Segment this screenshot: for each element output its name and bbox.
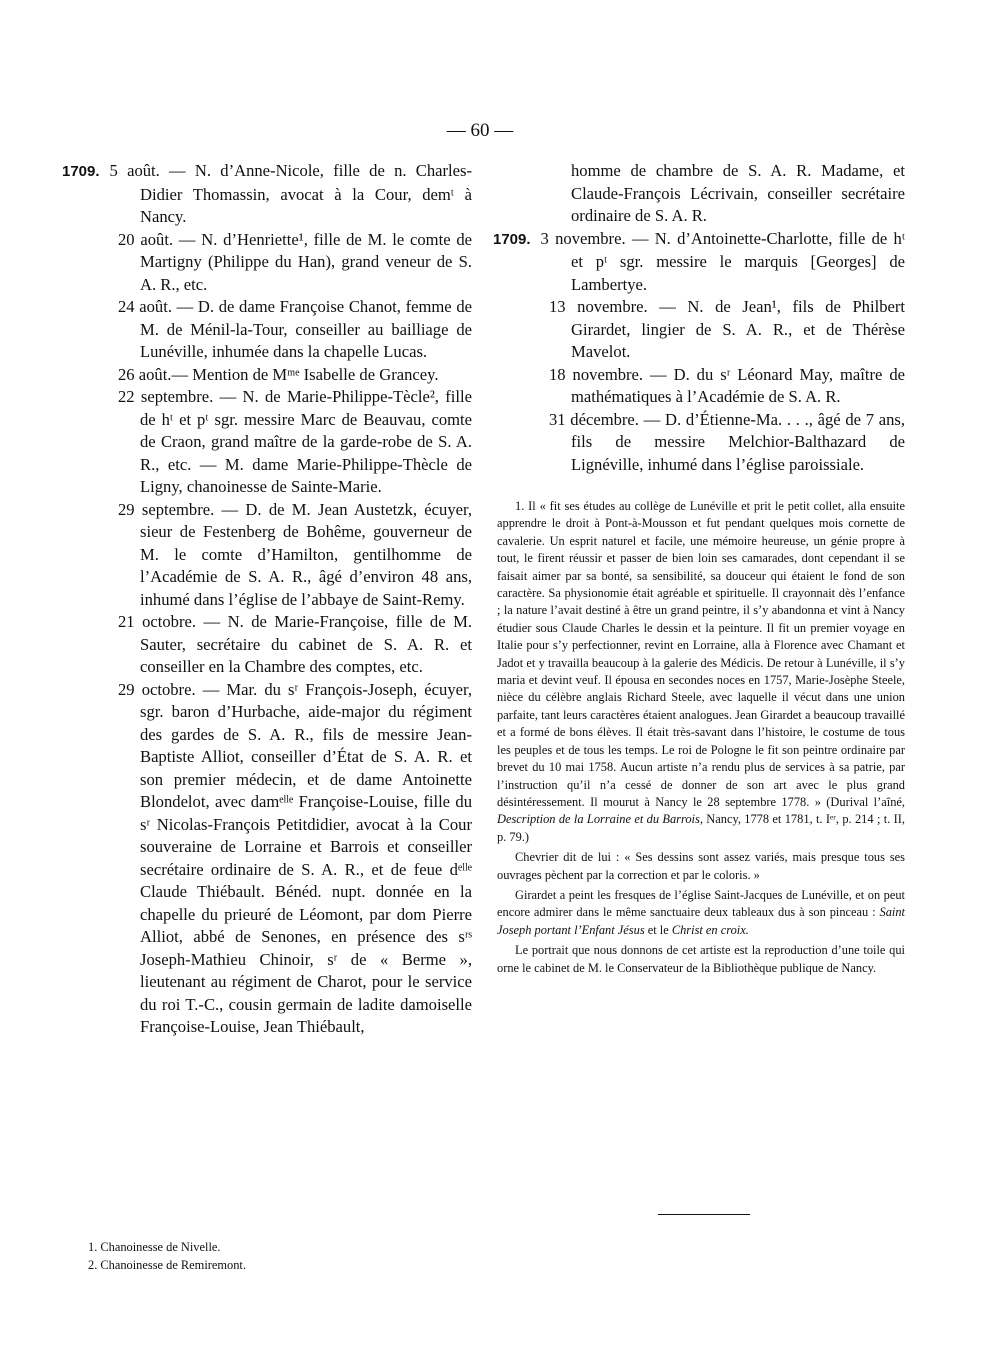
entry-text: 5 août. — N. d’Anne-Nicole, fille de n. Charles-Didier Thomassin, avocat à la Cour, demᵗ à Nancy.: [109, 161, 472, 226]
entry-year: 1709.: [62, 163, 100, 180]
biographical-note: [493, 498, 905, 977]
register-entry: 24 août. — D. de dame Françoise Chanot, femme de M. de Ménil-la-Tour, conseiller au bailliage de Lunéville, inhumée dans la chapelle Lucas.: [118, 297, 472, 361]
register-entry: 13 novembre. — N. de Jean¹, fils de Philbert Girardet, lingier de S. A. R., et de Thérèse Mavelot.: [549, 297, 905, 361]
footnotes: [88, 1238, 488, 1274]
register-entry: 31 décembre. — D. d’Étienne-Ma. . . ., âgé de 7 ans, fils de messire Melchior-Balthazard de Lignéville, inhumé dans l’église paroissiale.: [549, 409, 905, 474]
note-text: et le: [647, 922, 669, 937]
register-entry: 18 novembre. — D. du sʳ Léonard May, maître de mathématiques à l’Académie de S. A. R.: [549, 364, 905, 406]
note-paragraph: Chevrier dit de lui : « Ses dessins sont assez variés, mais presque tous ses ouvrages pèchent par la correction et par le coloris. »: [497, 850, 905, 882]
footnote: 1. Chanoinesse de Nivelle.: [88, 1240, 221, 1254]
footnote: 2. Chanoinesse de Remiremont.: [88, 1258, 246, 1272]
right-column: [493, 160, 905, 980]
register-entry: [493, 228, 905, 297]
section-divider: [658, 1214, 750, 1215]
note-text: 1. Il « fit ses études au collège de Lunéville et prit le petit collet, alla ensuite apprendre le droit à Pont-à-Mousson et fut pendant quelques mois cornette de cavalerie. Un esprit naturel et facile, une mémoire heureuse, un génie propre à tout, le firent réussir et passer de bien loin ses camarades, dont cependant il se faisait aimer par sa bonté, sa sensibilité, sa douceur qui étaient le fond de son caractère. Sa physionomie était agréable et spirituelle. Il crayonnait dès l’enfance ; la nature l’avait destiné à être un grand peintre, il s’y abandonna et vint à Nancy étudier sous Claude Charles le dessin et la peinture. Il fit un premier voyage en Italie pour s’y perfectionner, revint en Lorraine, alla à Florence avec Chamant et Jadot et y travailla beaucoup à la galerie des Médicis. De retour à Lunéville, il s’y maria et devint veuf. Il épousa en secondes noces en 1757, Marie-Josèphe Steele, nièce du célèbre anglais Richard Steele, avec laquelle il vécut dans une union parfaite, tant leurs caractères étaient analogues. Jean Girardet a beaucoup travaillé et a formé de bons élèves. Il était très-savant dans l’histoire, le costume de tous les peuples et de tous les temps. Le roi de Pologne le fit son peintre ordinaire par brevet du 10 mai 1758. Aucun artiste n’a rendu plus de services à sa patrie, par l’instruction qu’il n’a cessé de donner de son art avec le plus grand désintéressement. Il mourut à Nancy le 28 septembre 1778. » (Durival l’aîné,: [497, 499, 905, 809]
left-column: [62, 160, 472, 1039]
book-title: Description de la Lorraine et du Barrois,: [497, 812, 703, 827]
note-paragraph: [497, 887, 905, 939]
register-entry: [62, 160, 472, 229]
note-paragraph: [497, 498, 905, 846]
register-entry: 29 octobre. — Mar. du sʳ François-Joseph, écuyer, sgr. baron d’Hurbache, aide-major du régiment des gardes de S. A. R., fils de messire Jean-Baptiste Alliot, conseiller d’État de S. A. R. et son premier médecin, et de dame Antoinette Blondelot, avec damᵉˡˡᵉ Françoise-Louise, fille du sʳ Nicolas-François Petitdidier, avocat à la Cour souveraine de Lorraine et Barrois et conseiller secrétaire ordinaire de S. A. R., et de feue dᵉˡˡᵉ Claude Thiébault. Bénéd. nupt. donnée en la chapelle du prieuré de Léomont, par dom Pierre Alliot, abbé de Senones, en présence des sʳˢ Joseph-Mathieu Chinoir, sʳ de « Berme », lieutenant au régiment de Charot, pour le service du roi T.-C., cousin germain de ladite damoiselle Françoise-Louise, Jean Thiébault,: [118, 679, 472, 1036]
register-entry: 21 octobre. — N. de Marie-Françoise, fille de M. Sauter, secrétaire du cabinet de S. A. R. et conseiller en la Chambre des comptes, etc.: [118, 612, 472, 676]
artwork-title: Christ en croix.: [671, 922, 749, 937]
register-entry: 26 août.— Mention de Mᵐᵉ Isabelle de Grancey.: [118, 364, 439, 384]
entry-text: 3 novembre. — N. d’Antoinette-Charlotte, fille de hᵗ et pᵗ sgr. messire le marquis [Georges] de Lambertye.: [540, 228, 905, 294]
page-number: — 60 —: [446, 120, 514, 141]
entry-year: 1709.: [493, 230, 531, 248]
artwork-title: Saint Joseph portant l’Enfant Jésus: [497, 905, 905, 937]
register-entry: 29 septembre. — D. de M. Jean Austetzk, écuyer, sieur de Festenberg de Bohême, gouverneur de M. le comte d’Hamilton, gentilhomme de l’Académie de S. A. R., âgé d’environ 48 ans, inhumé dans l’église de l’abbaye de Saint-Remy.: [118, 499, 472, 609]
note-text: Girardet a peint les fresques de l’église Saint-Jacques de Lunéville, et on peut encore admirer dans le même sanctuaire deux tableaux dus à son pinceau :: [497, 887, 905, 920]
note-citation: Nancy, 1778 et 1781, t. Iᵉʳ, p. 214 ; t. II, p. 79.): [497, 812, 905, 844]
register-entry-continued: homme de chambre de S. A. R. Madame, et Claude-François Lécrivain, conseiller secrétaire ordinaire de S. A. R.: [571, 161, 905, 225]
register-entry: 20 août. — N. d’Henriette¹, fille de M. le comte de Martigny (Philippe du Han), grand veneur de S. A. R., etc.: [118, 229, 472, 294]
register-entry: 22 septembre. — N. de Marie-Philippe-Tècle², fille de hᵗ et pᵗ sgr. messire Marc de Beauvau, comte de Craon, grand maître de la garde-robe de S. A. R., etc. — M. dame Marie-Philippe-Thècle de Ligny, chanoinesse de Sainte-Marie.: [118, 387, 472, 496]
note-paragraph: Le portrait que nous donnons de cet artiste est la reproduction d’une toile qui orne le cabinet de M. le Conservateur de la Bibliothèque publique de Nancy.: [497, 943, 905, 975]
